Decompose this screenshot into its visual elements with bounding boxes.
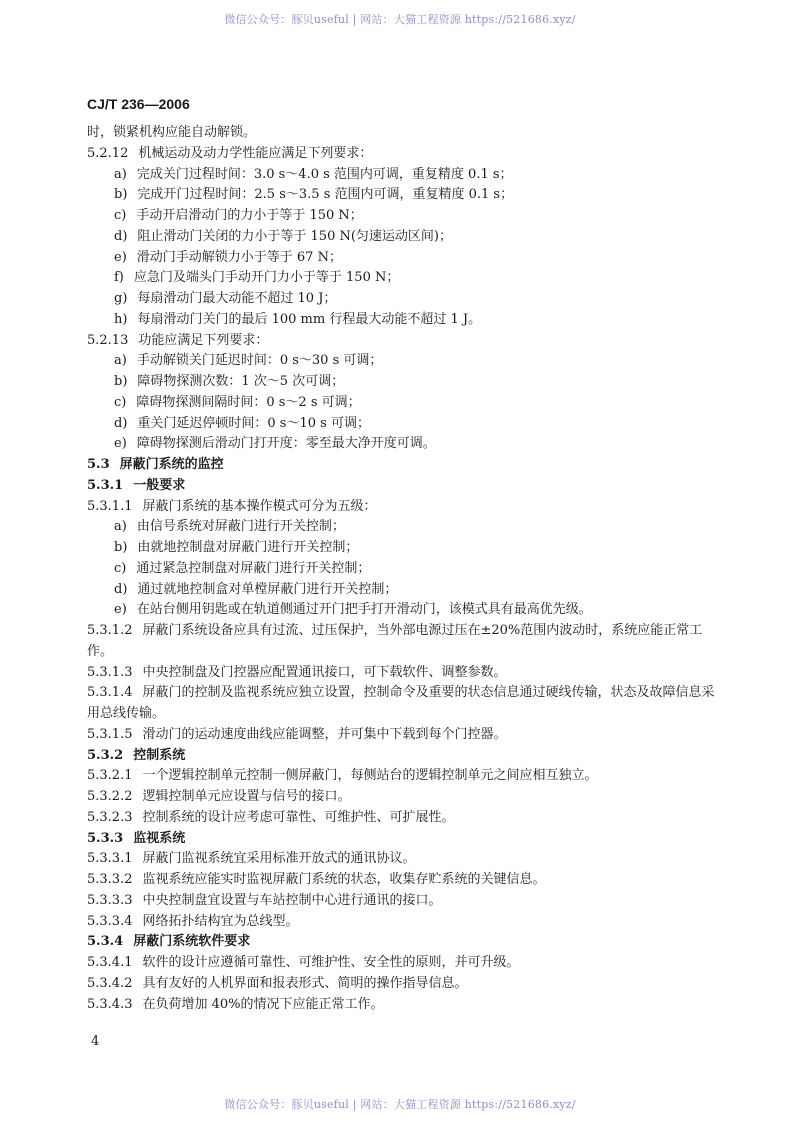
clause-5-3-4-2: 5.3.4.2 具有友好的人机界面和报表形式、简明的操作指导信息。 [87,975,468,991]
list-item: d) 通过就地控制盒对单樘屏蔽门进行开关控制； [114,581,398,597]
list-item: d) 阻止滑动门关闭的力小于等于 150 N(匀速运动区间)； [114,228,453,244]
clause-5-2-13: 5.2.13 功能应满足下列要求： [87,332,269,348]
clause-5-3-2-1: 5.3.2.1 一个逻辑控制单元控制一侧屏蔽门，每侧站台的逻辑控制单元之间应相互独立。 [87,768,598,784]
list-item: b) 障碍物探测次数：1 次～5 次可调； [114,374,345,389]
section-heading-5-3-1: 5.3.1 一般要求 [87,477,186,493]
list-item: h) 每扇滑动门关门的最后 100 mm 行程最大动能不超过 1 J。 [114,311,482,327]
list-item: b) 由就地控制盘对屏蔽门进行开关控制； [114,540,359,555]
list-item: g) 每扇滑动门最大动能不超过 10 J； [114,291,337,306]
clause-5-3-1-3: 5.3.1.3 中央控制盘及门控器应配置通讯接口，可下载软件、调整参数。 [87,664,507,680]
section-heading-5-3-4: 5.3.4 屏蔽门系统软件要求 [87,934,251,950]
list-item: c) 通过紧急控制盘对屏蔽门进行开关控制； [114,560,371,576]
clause-5-3-2-3: 5.3.2.3 控制系统的设计应考虑可靠性、可维护性、可扩展性。 [87,809,455,825]
clause-5-3-1-2: 5.3.1.2 屏蔽门系统设备应具有过流、过压保护，当外部电源过压在±20%范围内波动时，系统应能正常工作。 [87,623,703,659]
clause-5-2-12: 5.2.12 机械运动及动力学性能应满足下列要求： [87,145,373,161]
list-item: c) 障碍物探测间隔时间：0 s～2 s 可调； [114,394,361,410]
section-heading-5-3: 5.3 屏蔽门系统的监控 [87,457,224,472]
clause-5-3-3-3: 5.3.3.3 中央控制盘宜设置与车站控制中心进行通讯的接口。 [87,892,442,908]
section-heading-5-3-3: 5.3.3 监视系统 [87,830,186,846]
watermark-top: 微信公众号：豚贝useful | 网站：大猫工程资源 https://521686.xyz/ [224,13,576,26]
section-heading-5-3-2: 5.3.2 控制系统 [87,747,186,763]
list-item: e) 障碍物探测后滑动门打开度：零至最大净开度可调。 [114,436,436,452]
clause-5-3-1-4: 5.3.1.4 屏蔽门的控制及监视系统应独立设置，控制命令及重要的状态信息通过硬线传输，状态及故障信息采用总线传输。 [87,685,715,721]
list-item: b) 完成开门过程时间：2.5 s～3.5 s 范围内可调，重复精度 0.1 s； [114,187,514,203]
list-item: e) 在站台侧用钥匙或在轨道侧通过开门把手打开滑动门，该模式具有最高优先级。 [114,602,592,618]
list-item: d) 重关门延迟停顿时间：0 s～10 s 可调； [114,415,370,431]
document-body [87,123,717,1015]
clause-5-3-3-1: 5.3.3.1 屏蔽门监视系统宜采用标准开放式的通讯协议。 [87,851,416,867]
clause-5-3-3-4: 5.3.3.4 网络拓扑结构宜为总线型。 [87,913,299,929]
watermark-bottom: 微信公众号：豚贝useful | 网站：大猫工程资源 https://521686.xyz/ [224,1098,576,1111]
clause-5-3-4-1: 5.3.4.1 软件的设计应遵循可靠性、可维护性、安全性的原则，并可升级。 [87,955,520,970]
clause-5-3-1-1: 5.3.1.1 屏蔽门系统的基本操作模式可分为五级： [87,498,377,514]
clause-5-3-1-5: 5.3.1.5 滑动门的运动速度曲线应能调整，并可集中下载到每个门控器。 [87,726,507,742]
list-item: a) 完成关门过程时间：3.0 s～4.0 s 范围内可调，重复精度 0.1 s； [114,166,513,182]
list-item: a) 手动解锁关门延迟时间：0 s～30 s 可调； [114,353,383,369]
list-item: c) 手动开启滑动门的力小于等于 150 N； [114,208,363,223]
clause-5-3-3-2: 5.3.3.2 监视系统应能实时监视屏蔽门系统的状态，收集存贮系统的关键信息。 [87,872,546,887]
clause-5-3-4-3: 5.3.4.3 在负荷增加 40%的情况下应能正常工作。 [87,996,384,1012]
list-item: e) 滑动门手动解锁力小于等于 67 N； [114,249,342,265]
list-item: a) 由信号系统对屏蔽门进行开关控制； [114,519,345,535]
list-item: f) 应急门及端头门手动开门力小于等于 150 N； [114,270,400,286]
body-line: 时，锁紧机构应能自动解锁。 [87,125,257,140]
clause-5-3-2-2: 5.3.2.2 逻辑控制单元应设置与信号的接口。 [87,789,351,804]
page-number: 4 [91,1034,100,1049]
standard-code: CJ/T 236—2006 [87,96,190,112]
